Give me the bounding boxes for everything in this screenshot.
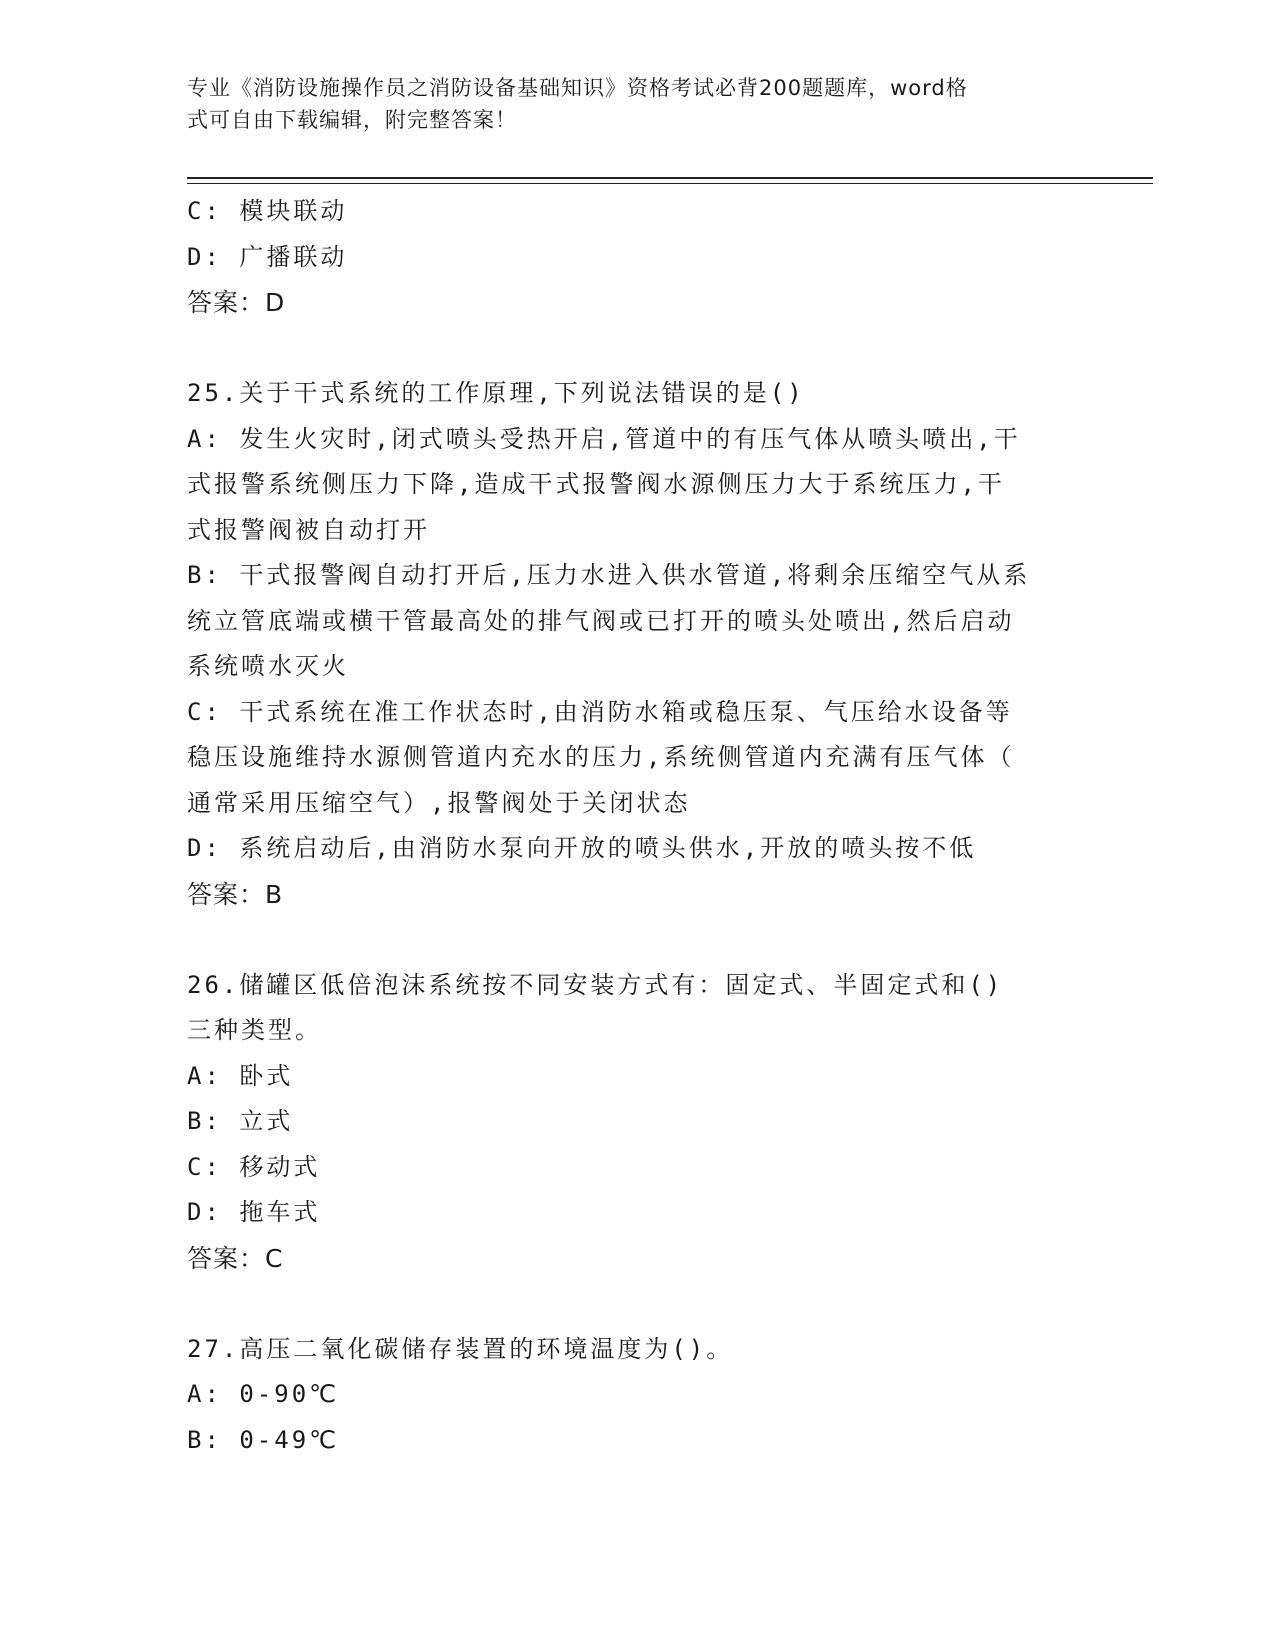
header-divider-thin xyxy=(187,183,1153,184)
option-c: C: 模块联动 xyxy=(187,197,348,225)
question-stem-line-1: 26.储罐区低倍泡沫系统按不同安装方式有：固定式、半固定式和() xyxy=(187,970,1004,999)
header-divider-thick xyxy=(187,177,1153,179)
block-spacer xyxy=(187,326,1087,372)
option-a-line-2: 式报警系统侧压力下降,造成干式报警阀水源侧压力大于系统压力,干 xyxy=(187,470,1005,498)
answer-line: 答案：B xyxy=(187,879,284,909)
option-c: C: 移动式 xyxy=(187,1152,321,1181)
question-stem: 27.高压二氧化碳储存装置的环境温度为()。 xyxy=(187,1334,734,1363)
question-block-26 xyxy=(187,963,1087,1282)
option-b-line-1: B: 干式报警阀自动打开后,压力水进入供水管道,将剩余压缩空气从系 xyxy=(187,561,1031,589)
option-c-line-2: 稳压设施维持水源侧管道内充水的压力,系统侧管道内充满有压气体（ xyxy=(187,743,1015,771)
option-b: B: 立式 xyxy=(187,1107,294,1135)
question-stem-line-2: 三种类型。 xyxy=(187,1016,322,1044)
option-d: D: 广播联动 xyxy=(187,242,348,271)
question-block-24-tail xyxy=(187,189,1087,326)
option-a-line-3: 式报警阀被自动打开 xyxy=(187,515,430,544)
option-a: A: 0-90℃ xyxy=(187,1380,340,1408)
header-line-1: 专业《消防设施操作员之消防设备基础知识》资格考试必背200题题库，word格 xyxy=(187,76,968,100)
option-c-line-1: C: 干式系统在准工作状态时,由消防水箱或稳压泵、气压给水设备等 xyxy=(187,697,1013,726)
option-a-line-1: A: 发生火灾时,闭式喷头受热开启,管道中的有压气体从喷头喷出,干 xyxy=(187,424,1021,453)
block-spacer xyxy=(187,917,1087,963)
block-spacer xyxy=(187,1281,1087,1327)
option-b-line-3: 系统喷水灭火 xyxy=(187,652,349,680)
document-header xyxy=(187,72,1067,136)
option-c-line-3: 通常采用压缩空气）,报警阀处于关闭状态 xyxy=(187,788,691,817)
question-block-25 xyxy=(187,371,1087,917)
option-b-line-2: 统立管底端或横干管最高处的排气阀或已打开的喷头处喷出,然后启动 xyxy=(187,606,1015,635)
header-line-2: 式可自由下载编辑，附完整答案！ xyxy=(187,108,517,132)
option-b: B: 0-49℃ xyxy=(187,1425,340,1454)
question-block-27 xyxy=(187,1327,1087,1464)
answer-line: 答案：D xyxy=(187,288,286,317)
question-stem: 25.关于干式系统的工作原理,下列说法错误的是() xyxy=(187,379,805,407)
option-a: A: 卧式 xyxy=(187,1061,294,1090)
answer-line: 答案：C xyxy=(187,1243,284,1273)
option-d: D: 系统启动后,由消防水泵向开放的喷头供水,开放的喷头按不低 xyxy=(187,834,977,862)
document-body xyxy=(187,189,1087,1463)
option-d: D: 拖车式 xyxy=(187,1198,321,1226)
